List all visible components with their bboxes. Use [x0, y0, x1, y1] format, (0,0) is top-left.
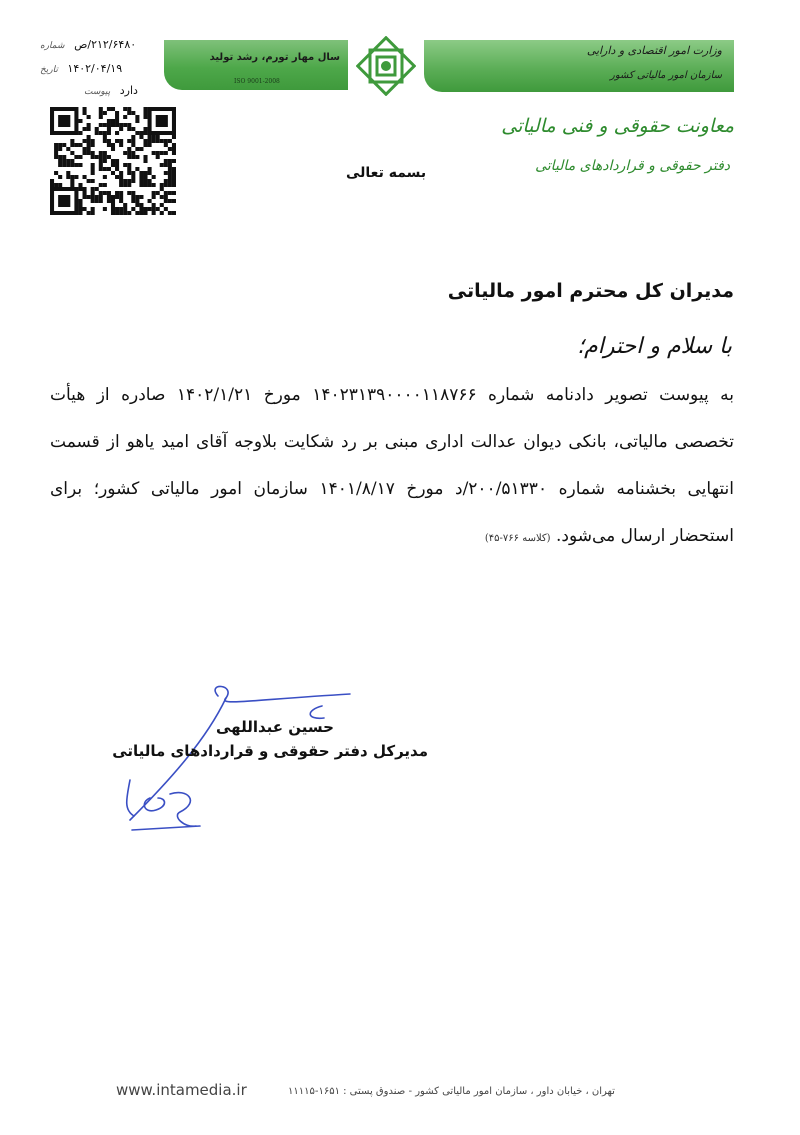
footer-website-link[interactable]: www.intamedia.ir [116, 1081, 247, 1099]
meta-attachment-row [84, 84, 138, 97]
body-paragraph: به پیوست تصویر دادنامه شماره ۱۴۰۲۳۱۳۹۰۰۰۰۱۱۸۷۶۶ مورخ ۱۴۰۲/۱/۲۱ صادره از هیأت تخصصی مالیاتی، بانکی دیوان عدالت اداری مبنی بر رد شکایت بلاوجه آقای امید یاهو از قسمت انتهایی بخشنامه شماره ۲۰۰/۵۱۳۳۰/د مورخ ۱۴۰۱/۸/۱۷ سازمان امور مالیاتی کشور؛ برای استحضار ارسال می‌شود. [50, 385, 734, 546]
attachment-label: پیوست [84, 87, 111, 97]
iso-label: ISO 9001-2008 [234, 78, 280, 85]
classification-note: (کلاسه ۷۶۶-۴۵) [484, 533, 551, 544]
basmala-heading: بسمه تعالی [346, 165, 427, 181]
number-label: شماره [40, 41, 65, 51]
signatory-title: مدیرکل دفتر حقوقی و قراردادهای مالیاتی [112, 742, 428, 760]
header-banner-right [424, 40, 734, 92]
signatory-name: حسین عبداللهی [216, 718, 334, 736]
meta-date-row [40, 62, 122, 75]
greeting-line: با سلام و احترام؛ [577, 334, 732, 359]
qr-code [50, 107, 176, 215]
office-title: دفتر حقوقی و قراردادهای مالیاتی [535, 158, 730, 174]
footer-address: تهران ، خیابان داور ، سازمان امور مالیاتی کشور - صندوق پستی : ۱۶۵۱-۱۱۱۱۵ [288, 1086, 615, 1097]
letter-number: ۲۱۲/۶۴۸۰/ص [74, 38, 137, 51]
recipient-line: مدیران کل محترم امور مالیاتی [447, 280, 734, 302]
ministry-name: وزارت امور اقتصادی و دارایی [586, 44, 722, 57]
letter-date: ۱۴۰۲/۰۴/۱۹ [67, 62, 123, 75]
year-slogan: سال مهار تورم، رشد تولید [209, 52, 340, 63]
organization-name: سازمان امور مالیاتی کشور [610, 70, 722, 81]
meta-number-row [40, 38, 136, 51]
handwritten-signature [110, 680, 360, 840]
deputy-title: معاونت حقوقی و فنی مالیاتی [501, 115, 734, 137]
date-label: تاریخ [40, 65, 58, 75]
tax-organization-emblem [356, 36, 416, 96]
header-banner-left [164, 40, 348, 90]
letter-body [50, 372, 734, 562]
attachment-value: دارد [119, 84, 138, 97]
